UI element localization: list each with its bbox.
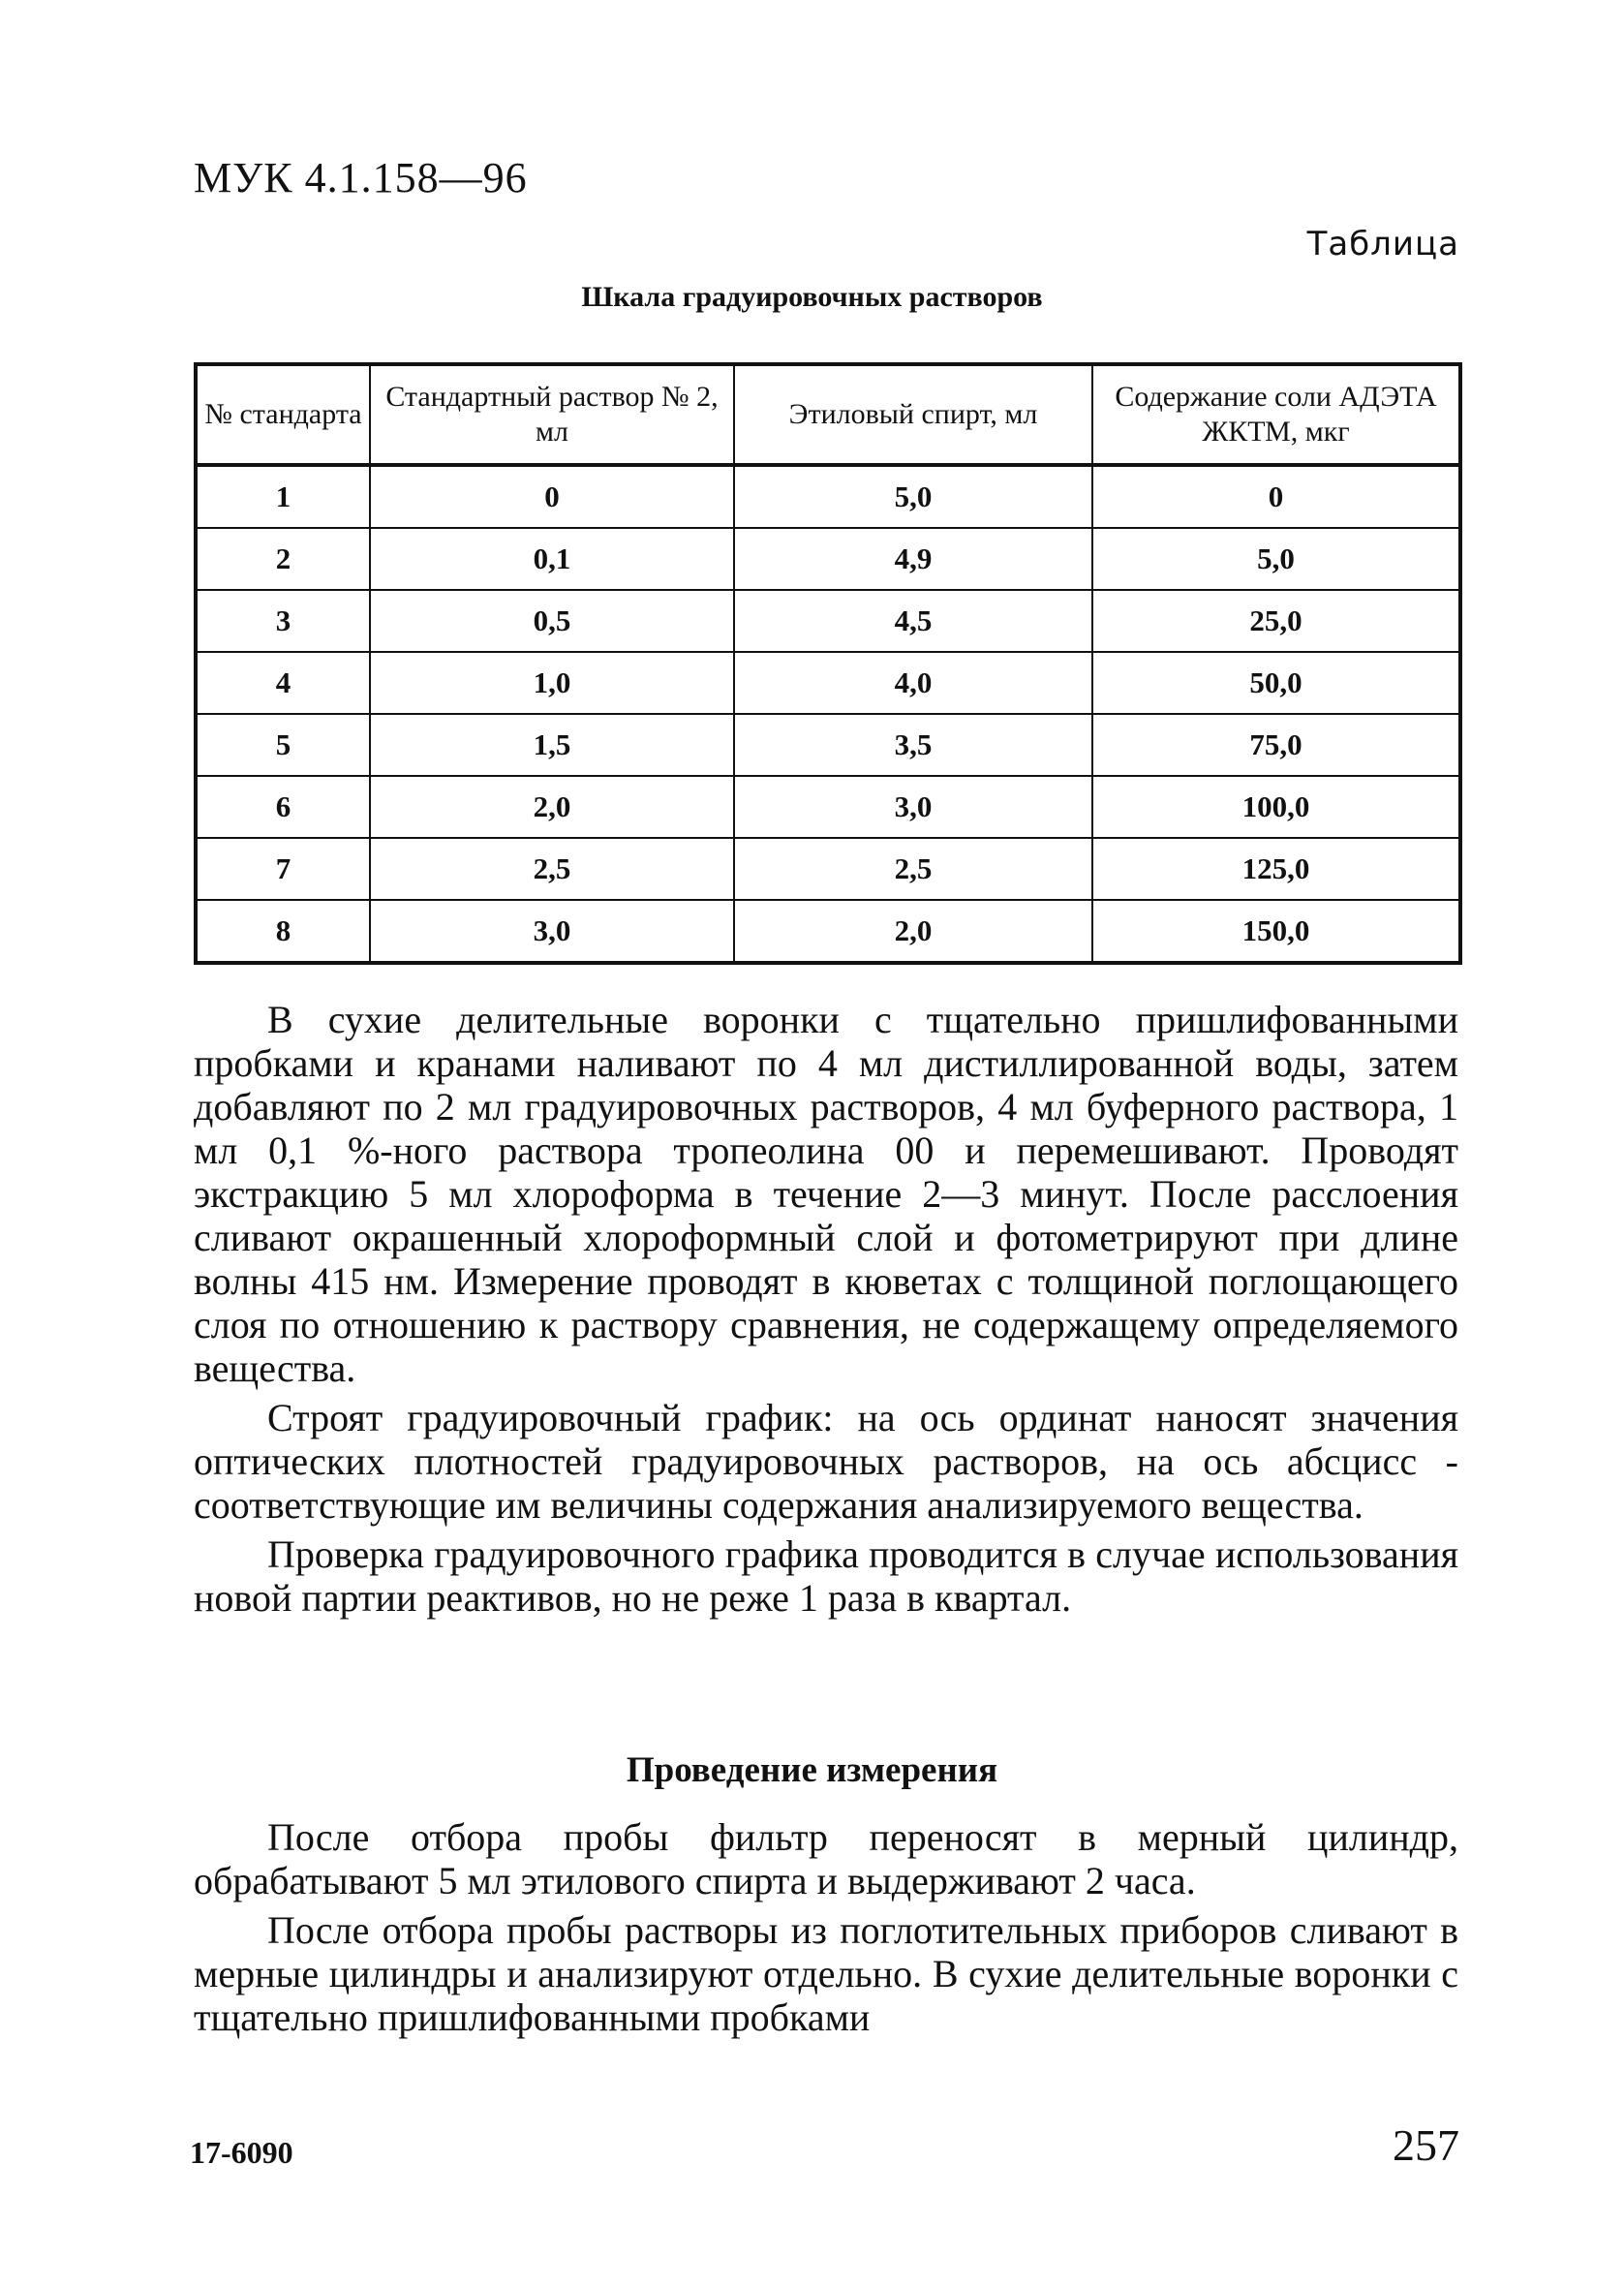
table-cell: 3 — [196, 590, 370, 652]
table-cell: 2 — [196, 528, 370, 590]
table-cell: 2,5 — [734, 838, 1092, 900]
table-cell: 5,0 — [1092, 528, 1460, 590]
table-cell: 1,5 — [370, 714, 734, 776]
section-heading: Проведение измерения — [626, 1750, 998, 1790]
column-header: Этиловый спирт, мл — [734, 364, 1092, 465]
calibration-table — [194, 362, 1462, 965]
table-cell: 4,5 — [734, 590, 1092, 652]
table-cell: 75,0 — [1092, 714, 1460, 776]
table-cell: 4,9 — [734, 528, 1092, 590]
table-cell: 3,0 — [734, 776, 1092, 838]
table-cell: 0 — [370, 465, 734, 528]
table-header-row — [196, 364, 1460, 465]
table-cell: 5 — [196, 714, 370, 776]
table-row — [196, 652, 1460, 714]
table-cell: 1 — [196, 465, 370, 528]
table-cell: 4 — [196, 652, 370, 714]
table-cell: 0,1 — [370, 528, 734, 590]
table-row — [196, 900, 1460, 963]
column-header: Стандартный раствор № 2, мл — [370, 364, 734, 465]
table-row — [196, 776, 1460, 838]
table-cell: 6 — [196, 776, 370, 838]
table-row — [196, 528, 1460, 590]
table-cell: 2,0 — [734, 900, 1092, 963]
paragraph: Строят градуировочный график: на ось ординат наносят значения оптических плотностей градуировочных растворов, на ось абсцисс - соответствующие им величины содержания анализируемого вещества. — [194, 1396, 1458, 1527]
table-row — [196, 465, 1460, 528]
doc-code: МУК 4.1.158—96 — [194, 154, 528, 201]
table-cell: 125,0 — [1092, 838, 1460, 900]
table-cell: 0,5 — [370, 590, 734, 652]
table-cell: 8 — [196, 900, 370, 963]
body-text-block — [194, 998, 1458, 1625]
column-header: № стандарта — [196, 364, 370, 465]
table-label: Таблица — [1306, 225, 1459, 263]
column-header: Содержание соли АДЭТА ЖКТМ, мкг — [1092, 364, 1460, 465]
table-cell: 100,0 — [1092, 776, 1460, 838]
table-row — [196, 590, 1460, 652]
table-cell: 50,0 — [1092, 652, 1460, 714]
table-cell: 0 — [1092, 465, 1460, 528]
table-cell: 1,0 — [370, 652, 734, 714]
table-cell: 150,0 — [1092, 900, 1460, 963]
paragraph: В сухие делительные воронки с тщательно пришлифованными пробками и кранами наливают по 4 мл дистиллированной воды, затем добавляют по 2 мл градуировочных растворов, 4 мл буферного раствора, 1 мл 0,1 %-ного раствора тропеолина 00 и перемешивают. Проводят экстракцию 5 мл хлороформа в течение 2—3 минут. После расслоения сливают окрашенный хлороформный слой и фотометрируют при длине волны 415 нм. Измерение проводят в кюветах с толщиной поглощающего слоя по отношению к раствору сравнения, не содержащему определяемого вещества. — [194, 998, 1458, 1390]
page-number: 257 — [1393, 2120, 1459, 2170]
table-title: Шкала градуировочных растворов — [581, 281, 1043, 313]
table-cell: 4,0 — [734, 652, 1092, 714]
footer-code: 17-6090 — [190, 2135, 293, 2170]
table-row — [196, 838, 1460, 900]
table-cell: 2,0 — [370, 776, 734, 838]
paragraph: После отбора пробы растворы из поглотительных приборов сливают в мерные цилиндры и анализируют отдельно. В сухие делительные воронки с тщательно пришлифованными пробками — [194, 1908, 1458, 2039]
section-text-block — [194, 1815, 1458, 2045]
table-cell: 2,5 — [370, 838, 734, 900]
table-cell: 3,5 — [734, 714, 1092, 776]
table-cell: 5,0 — [734, 465, 1092, 528]
paragraph: После отбора пробы фильтр переносят в мерный цилиндр, обрабатывают 5 мл этилового спирта и выдерживают 2 часа. — [194, 1815, 1458, 1902]
table-cell: 3,0 — [370, 900, 734, 963]
table-row — [196, 714, 1460, 776]
table-cell: 7 — [196, 838, 370, 900]
table-cell: 25,0 — [1092, 590, 1460, 652]
paragraph: Проверка градуировочного графика проводится в случае использования новой партии реактивов, но не реже 1 раза в квартал. — [194, 1532, 1458, 1620]
